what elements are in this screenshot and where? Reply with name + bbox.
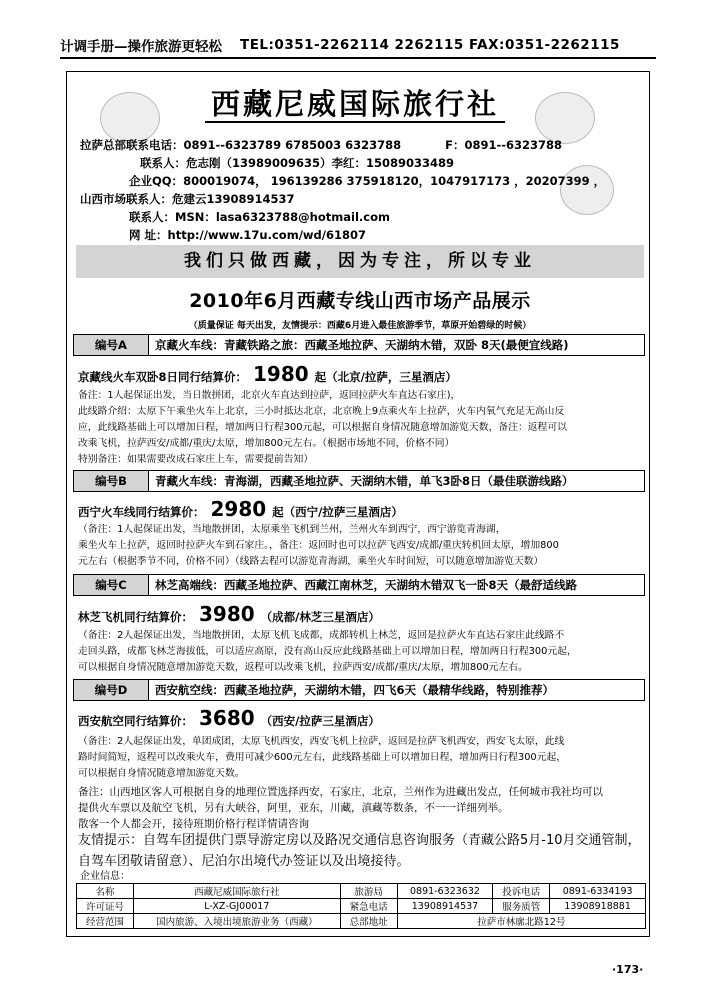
page-subtitle: （质量保证 每天出发，友情提示：西藏6月进入最佳旅游季节，草原开始碧绿的时候） — [188, 321, 532, 331]
table-cell: 紧急电话 — [340, 899, 397, 914]
price-line-c — [78, 602, 380, 626]
agency-underline — [205, 121, 505, 123]
header-title: 计调手册—操作旅游更轻松 — [60, 39, 222, 55]
note-line: 应，此线路基础上可以增加日程，增加两日行程300元起，可以根据自身情况随意增加游览天数，备注：返程可以 — [78, 422, 567, 433]
table-cell: 许可证号 — [77, 899, 134, 914]
contact-hq-label: 拉萨总部联系电话： — [80, 138, 184, 152]
agency-name: 西藏尼威国际旅行社 — [210, 87, 499, 121]
table-cell: 名称 — [77, 884, 134, 899]
table-row — [77, 899, 646, 914]
contact-person-label: 联系人： — [140, 156, 186, 170]
route-code-b: 编号B — [74, 471, 149, 491]
table-cell: 0891-6334193 — [550, 884, 646, 899]
price-line-a — [78, 362, 457, 386]
contact-person-value: 危志刚（13989009635）李红：15089033489 — [186, 156, 455, 170]
note-line: 路时间简短，返程可以改乘火车，费用可减少600元左右，此线路基础上可以增加日程，增加两日行程300元起， — [78, 752, 567, 763]
table-cell: L-XZ-GJ00017 — [133, 899, 340, 914]
price-line-b — [78, 497, 403, 521]
page-number: ·173· — [612, 963, 644, 976]
note-line: 走回头路，成都飞林芝海拔低，可以适应高原，没有高山反应此线路基础上可以增加日程，增加两日行程300元起， — [78, 646, 577, 657]
contact-line-person — [140, 154, 454, 172]
footer-note-line: 备注：山西地区客人可根据自身的地理位置选择西安，石家庄，北京，兰州作为进藏出发点，任何城市我社均可以 — [78, 786, 603, 798]
footer-note-line: 提供火车票以及航空飞机，另有大峡谷，阿里，亚东，川藏，滇藏等数条，不一一详细列举。 — [78, 802, 509, 814]
note-line: （备注：2人起保证出发，当地散拼团，太原飞机飞成都，成都转机上林芝，返回是拉萨火车直达石家庄此线路不 — [78, 630, 565, 641]
route-notes-d — [78, 734, 644, 782]
contact-line-qq — [129, 172, 605, 190]
note-line: （备注：1人起保证出发，当地散拼团，太原乘坐飞机到兰州，兰州火车到西宁，西宁游览青海湖， — [78, 524, 506, 535]
contact-line-hq — [80, 136, 562, 154]
note-line: 改乘飞机，拉萨西安/成都/重庆/太原，增加800元左右。（根据市场地不同，价格不同） — [78, 438, 455, 449]
price-value-b: 2980 — [210, 497, 267, 521]
table-cell: 国内旅游、入境出境旅游业务（西藏） — [133, 914, 340, 929]
price-suffix-a: 起（北京/拉萨，三星酒店） — [314, 370, 457, 384]
footer-note-line: 散客一个人都会开，接待班期价格行程详情请咨询 — [78, 818, 309, 830]
footer-notes — [78, 784, 644, 832]
table-cell: 服务质管 — [493, 899, 550, 914]
table-cell: 0891-6323632 — [397, 884, 493, 899]
table-cell: 投诉电话 — [493, 884, 550, 899]
contact-line-shanxi — [80, 190, 295, 208]
contact-fax-value: 0891--6323788 — [464, 138, 563, 152]
price-value-d: 3680 — [199, 706, 255, 730]
contact-qq-value: 800019074， 196139286 375918120，1047917173 ，20207399 ， — [183, 174, 606, 188]
route-bar-d — [73, 679, 645, 701]
route-bar-c — [73, 574, 645, 596]
contact-msn-value: MSN：lasa6323788@hotmail.com — [175, 210, 390, 224]
route-name-b: 青藏火车线：青海湖，西藏圣地拉萨、天湖纳木错，单飞3卧8日（最佳联游线路） — [155, 474, 574, 488]
contact-shanxi-label: 山西市场联系人： — [80, 192, 172, 206]
contact-line-web — [129, 226, 366, 244]
note-line: （备注：2人起保证出发，单团成团，太原飞机西安，西安飞机上拉萨，返回是拉萨飞机西安，西安飞太原，此线 — [78, 736, 565, 747]
note-line: 可以根据自身情况随意增加游览天数。 — [78, 768, 245, 779]
price-label-d: 西安航空同行结算价： — [78, 714, 193, 728]
note-line: 此线路介绍：太原下午乘坐火车上北京，三小时抵达北京，北京晚上9点乘火车上拉萨，火车内氧气充足无高山反 — [78, 406, 565, 417]
page-title: 2010年6月西藏专线山西市场产品展示 — [189, 290, 531, 312]
table-row — [77, 914, 646, 929]
friendly-tip: 友情提示：自驾车团提供门票导游定房以及路况交通信息咨询服务（青藏公路5月-10月交通管制，自驾车团敬请留意）、尼泊尔出境代办签证以及出境接待。 — [78, 833, 641, 869]
route-notes-a — [78, 388, 644, 468]
price-label-a: 京藏线火车双卧8日同行结算价： — [78, 370, 247, 384]
contact-msn-label: 联系人： — [129, 210, 175, 224]
route-code-a: 编号A — [74, 335, 149, 355]
route-notes-b — [78, 522, 644, 570]
route-name-c: 林芝高端线：西藏圣地拉萨、西藏江南林芝，天湖纳木错双飞一卧8天（最舒适线路 — [155, 578, 577, 592]
header-rule — [60, 57, 656, 59]
table-cell: 西藏尼威国际旅行社 — [133, 884, 340, 899]
contact-line-msn — [129, 208, 390, 226]
price-label-b: 西宁火车线同行结算价： — [78, 505, 205, 519]
page-header — [60, 34, 656, 56]
header-contact: TEL:0351-2262114 2262115 FAX:0351-2262115 — [240, 37, 620, 53]
corp-table — [76, 883, 646, 929]
route-code-d: 编号D — [74, 680, 149, 700]
table-cell: 经营范围 — [77, 914, 134, 929]
table-row — [77, 884, 646, 899]
price-line-d — [78, 706, 380, 730]
price-value-c: 3980 — [199, 602, 255, 626]
slogan-banner: 我们只做西藏，因为专注，所以专业 — [76, 245, 644, 278]
table-cell: 总部地址 — [340, 914, 397, 929]
price-label-c: 林芝飞机同行结算价： — [78, 610, 193, 624]
route-code-c: 编号C — [74, 575, 149, 595]
route-name-a: 京藏火车线：青藏铁路之旅：西藏圣地拉萨、天湖纳木错，双卧 8天(最便宜线路) — [155, 338, 569, 352]
contact-shanxi-value: 危建云13908914537 — [172, 192, 295, 206]
table-cell: 拉萨市林廓北路12号 — [397, 914, 645, 929]
contact-web-label: 网 址： — [129, 228, 168, 242]
note-line: 元左右（根据季节不同，价格不同）（线路去程可以游览青海湖，乘坐火车时间短，可以随意增加游览天数） — [78, 556, 544, 567]
route-notes-c — [78, 628, 644, 676]
note-line: 乘坐火车上拉萨，返回时拉萨火车到石家庄。，备注：返回时也可以拉萨飞西安/成都/重庆转机回太原，增加800 — [78, 540, 559, 551]
route-name-d: 西安航空线：西藏圣地拉萨，天湖纳木错，四飞6天（最精华线路，特别推荐） — [155, 683, 554, 697]
contact-fax-label: F： — [445, 138, 465, 152]
contact-hq-value: 0891--6323789 6785003 6323788 — [183, 138, 402, 152]
contact-qq-label: 企业QQ： — [129, 174, 184, 188]
table-cell: 13908918881 — [550, 899, 646, 914]
route-bar-a — [73, 334, 645, 356]
table-cell: 旅游局 — [340, 884, 397, 899]
price-suffix-c: （成都/林芝三星酒店） — [260, 610, 380, 624]
note-line: 特别备注：如果需要改成石家庄上车，需要提前告知） — [78, 454, 314, 465]
price-suffix-d: （西安/拉萨三星酒店） — [260, 714, 380, 728]
note-line: 备注：1人起保证出发，当日散拼团，北京火车直达到拉萨，返回拉萨火车直达石家庄)， — [78, 390, 461, 401]
price-suffix-b: 起（西宁/拉萨三星酒店） — [272, 505, 403, 519]
route-bar-b — [73, 470, 645, 492]
contact-web-value: http://www.17u.com/wd/61807 — [167, 228, 366, 242]
table-cell: 13908914537 — [397, 899, 493, 914]
note-line: 可以根据自身情况随意增加游览天数，返程可以改乘飞机，拉萨西安/成都/重庆/太原，增加800元左右。 — [78, 662, 528, 673]
corp-heading: 企业信息： — [80, 871, 130, 882]
price-value-a: 1980 — [253, 362, 309, 386]
